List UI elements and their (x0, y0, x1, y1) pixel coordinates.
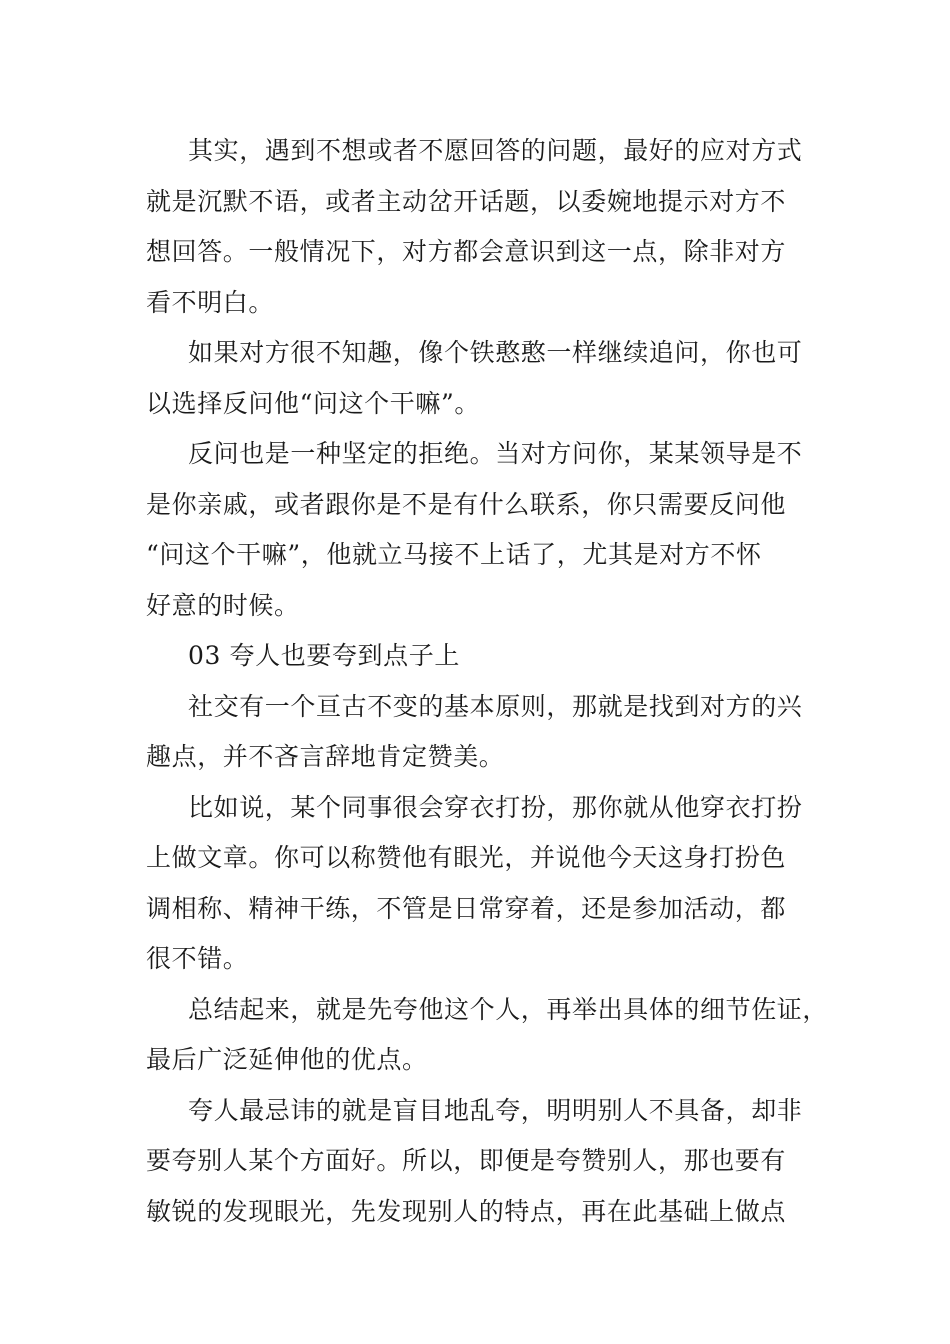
text-line: 其实，遇到不想或者不愿回答的问题，最好的应对方式 (188, 136, 803, 165)
text-line: 总结起来，就是先夸他这个人，再举出具体的细节佐证， (188, 994, 829, 1024)
text-line: 调相称、精神干练，不管是日常穿着，还是参加活动，都 (146, 893, 787, 923)
text-line: 好意的时候。 (146, 590, 300, 620)
text-line: 趣点，并不吝言辞地肯定赞美。 (146, 742, 505, 771)
text-line: “问这个干嘛”，他就立马接不上话了，尤其是对方不怀 (146, 540, 762, 569)
text-line: 社交有一个亘古不变的基本原则，那就是找到对方的兴 (188, 691, 803, 721)
text-line: 很不错。 (146, 944, 249, 973)
text-line: 是你亲戚，或者跟你是不是有什么联系，你只需要反问他 (146, 489, 787, 519)
text-line: 敏锐的发现眼光，先发现别人的特点，再在此基础上做点 (146, 1196, 787, 1226)
text-line: 就是沉默不语，或者主动岔开话题，以委婉地提示对方不 (146, 186, 787, 216)
text-line: 以选择反问他“问这个干嘛”。 (146, 388, 480, 418)
text-line: 反问也是一种坚定的拒绝。当对方问你，某某领导是不 (188, 439, 803, 468)
text-line: 夸人最忌讳的就是盲目地乱夸，明明别人不具备，却非 (188, 1095, 803, 1125)
text-line: 要夸别人某个方面好。所以，即便是夸赞别人，那也要有 (146, 1146, 787, 1175)
text-line: 想回答。一般情况下，对方都会意识到这一点，除非对方 (146, 237, 787, 266)
text-line: 如果对方很不知趣，像个铁憨憨一样继续追问，你也可 (188, 338, 803, 367)
text-line: 最后广泛延伸他的优点。 (146, 1045, 428, 1074)
section-heading: 03 夸人也要夸到点子上 (188, 641, 460, 670)
document-body (146, 126, 829, 1237)
text-line: 上做文章。你可以称赞他有眼光，并说他今天这身打扮色 (146, 843, 787, 872)
text-line: 看不明白。 (146, 287, 275, 317)
text-line: 比如说，某个同事很会穿衣打扮，那你就从他穿衣打扮 (188, 792, 803, 822)
